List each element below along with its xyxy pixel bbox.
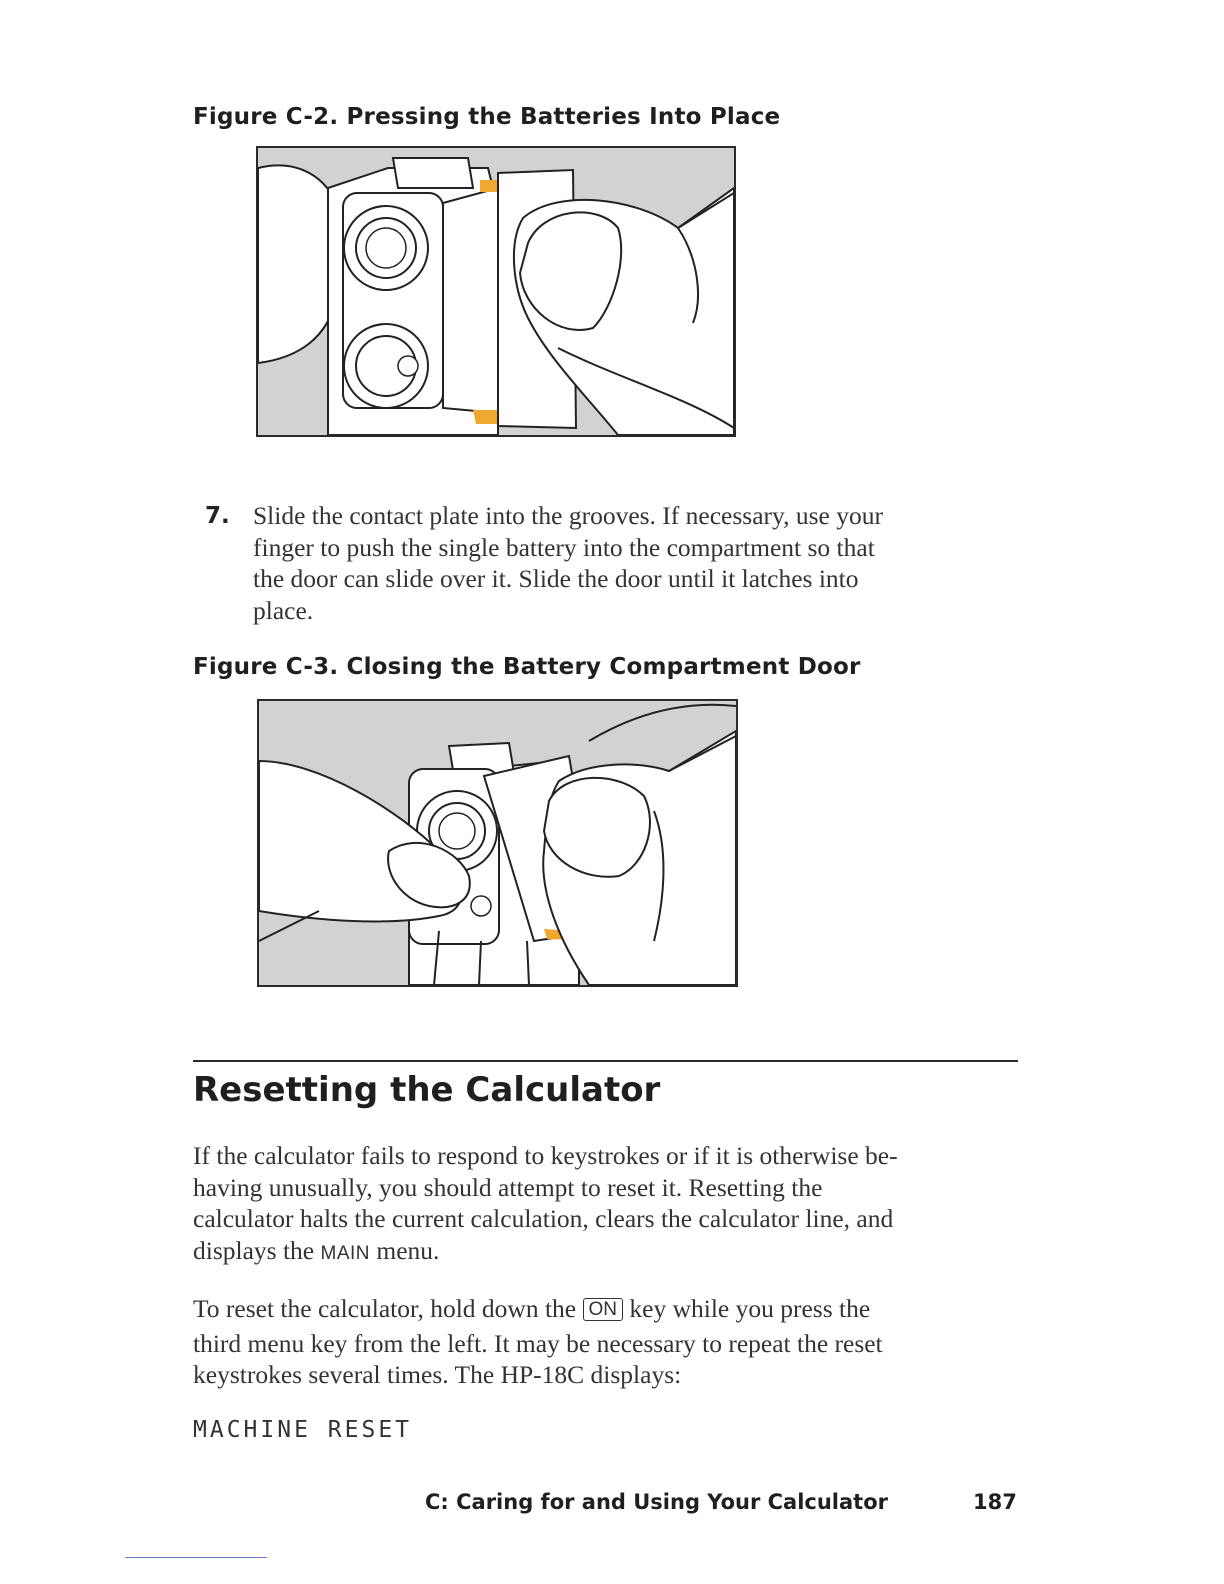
figure-c3-caption: Figure C-3. Closing the Battery Compartment Door	[193, 654, 861, 680]
closing-door-drawing	[259, 701, 736, 985]
step-7-text	[253, 500, 1033, 626]
step-7-line: finger to push the single battery into the compartment so that	[253, 532, 875, 562]
bottom-edge-line	[125, 1557, 267, 1558]
reset-paragraph-2	[193, 1293, 1033, 1391]
section-divider	[193, 1060, 1018, 1062]
footer-chapter-title: C: Caring for and Using Your Calculator	[425, 1490, 888, 1514]
line-text: displays the	[193, 1235, 321, 1265]
line-text: menu.	[370, 1235, 440, 1265]
on-key-glyph: ON	[583, 1298, 624, 1321]
reset-paragraph-1	[193, 1140, 1033, 1269]
calculator-display-text: MACHINE RESET	[193, 1417, 413, 1443]
step-7-line: Slide the contact plate into the grooves. If necessary, use your	[253, 501, 883, 530]
main-menu-label: MAIN	[320, 1242, 370, 1264]
paragraph-line: third menu key from the left. It may be necessary to repeat the reset	[193, 1328, 883, 1358]
page-number: 187	[973, 1490, 1017, 1514]
section-heading: Resetting the Calculator	[193, 1070, 661, 1110]
step-7-line: the door can slide over it. Slide the door until it latches into	[253, 564, 859, 593]
figure-c2-caption: Figure C-2. Pressing the Batteries Into Place	[193, 104, 781, 130]
paragraph-line: calculator halts the current calculation, clears the calculator line, and	[193, 1204, 894, 1233]
line-text: To reset the calculator, hold down the	[193, 1294, 583, 1323]
step-7-line: place.	[253, 595, 314, 625]
line-text: key while you press the	[623, 1294, 871, 1323]
figure-c3-illustration	[257, 699, 738, 987]
step-number: 7.	[205, 503, 230, 529]
paragraph-line: keystrokes several times. The HP-18C displays:	[193, 1360, 682, 1389]
paragraph-line: If the calculator fails to respond to keystrokes or if it is otherwise be-	[193, 1141, 898, 1170]
figure-c2-illustration	[256, 146, 736, 437]
paragraph-line	[193, 1293, 1033, 1328]
paragraph-line: having unusually, you should attempt to reset it. Resetting the	[193, 1172, 823, 1202]
batteries-pressing-drawing	[258, 148, 734, 435]
paragraph-line	[193, 1235, 1033, 1270]
